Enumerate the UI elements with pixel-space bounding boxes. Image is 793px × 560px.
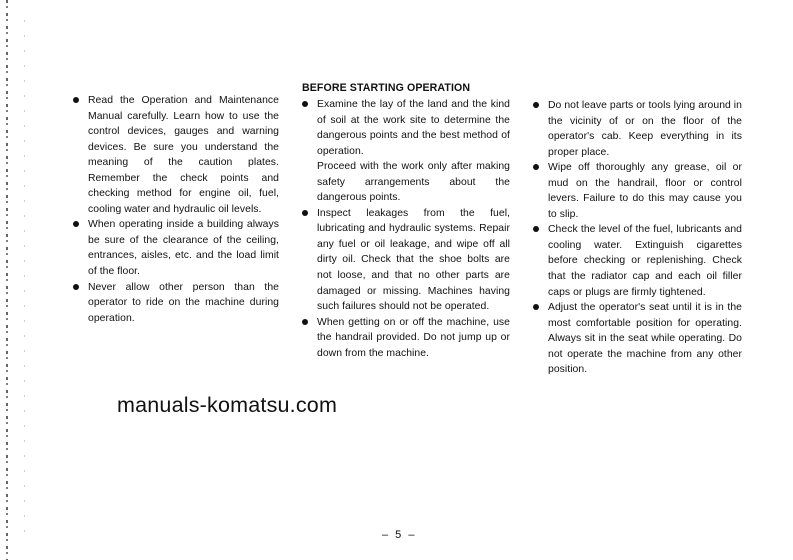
- paragraph: Examine the lay of the land and the kind of soil at the work site to determine the dangerous points and the best method of operation.: [317, 99, 510, 157]
- list-item: [531, 160, 742, 222]
- scan-edge-left: [6, 0, 8, 560]
- list-item: [71, 93, 279, 217]
- bullet-icon: [533, 164, 539, 170]
- bullet-icon: [73, 221, 79, 227]
- bullet-icon: [533, 304, 539, 310]
- list-item: [300, 206, 510, 315]
- list-item: [531, 300, 742, 378]
- paragraph: Adjust the operator's seat until it is in the most comfortable position for operating. Always sit in the seat while operating. Do not operate the machine from any other position.: [548, 302, 742, 376]
- bullet-icon: [302, 319, 308, 325]
- bullet-icon: [73, 284, 79, 290]
- list-item: [300, 97, 510, 206]
- section-heading: BEFORE STARTING OPERATION: [302, 82, 471, 94]
- bullet-icon: [302, 101, 308, 107]
- scan-edge-binding: [24, 20, 25, 540]
- paragraph: When operating inside a building always be sure of the clearance of the ceiling, entrances, aisles, etc. and the load limit of the floor.: [88, 219, 279, 278]
- watermark: manuals-komatsu.com: [117, 393, 338, 417]
- column-right: [531, 98, 742, 378]
- paragraph: Never allow other person than the operator to ride on the machine during operation.: [88, 281, 279, 324]
- paragraph: Do not leave parts or tools lying around in the vicinity of or on the floor of the operator's cab. Keep everything in its proper place.: [548, 100, 742, 158]
- paragraph: Inspect leakages from the fuel, lubricating and hydraulic systems. Repair any fuel or oil leakage, and wipe off all dirty oil. Check that the shoe bolts are not loose, and that no other parts are damaged or missing. Machines having such failures should not be operated.: [317, 207, 510, 313]
- bullet-icon: [73, 97, 79, 103]
- paragraph: Read the Operation and Maintenance Manual carefully. Learn how to use the control devices, gauges and warning devices. Be sure you understand the meaning of the caution plates. Remember the check points and checking method for engine oil, fuel, cooling water and hydraulic oil levels.: [88, 95, 279, 215]
- list-item: [71, 217, 279, 279]
- paragraph: When getting on or off the machine, use the handrail provided. Do not jump up or down from the machine.: [317, 316, 510, 359]
- column-middle: [300, 81, 510, 361]
- bullet-icon: [302, 210, 308, 216]
- column-left: [71, 93, 279, 326]
- page-number: – 5 –: [382, 529, 417, 541]
- list-item: [531, 98, 742, 160]
- paragraph: Check the level of the fuel, lubricants and cooling water. Extinguish cigarettes before checking or replenishing. Check that the radiator cap and each oil filler caps or plugs are firmly tightened.: [548, 224, 742, 298]
- paragraph: Proceed with the work only after making safety arrangements about the dangerous points.: [317, 161, 510, 204]
- bullet-icon: [533, 226, 539, 232]
- paragraph: Wipe off thoroughly any grease, oil or mud on the handrail, floor or control levers. Failure to do this may cause you to slip.: [548, 162, 742, 220]
- list-item: [531, 222, 742, 300]
- bullet-icon: [533, 102, 539, 108]
- list-item: [300, 315, 510, 362]
- list-item: [71, 280, 279, 327]
